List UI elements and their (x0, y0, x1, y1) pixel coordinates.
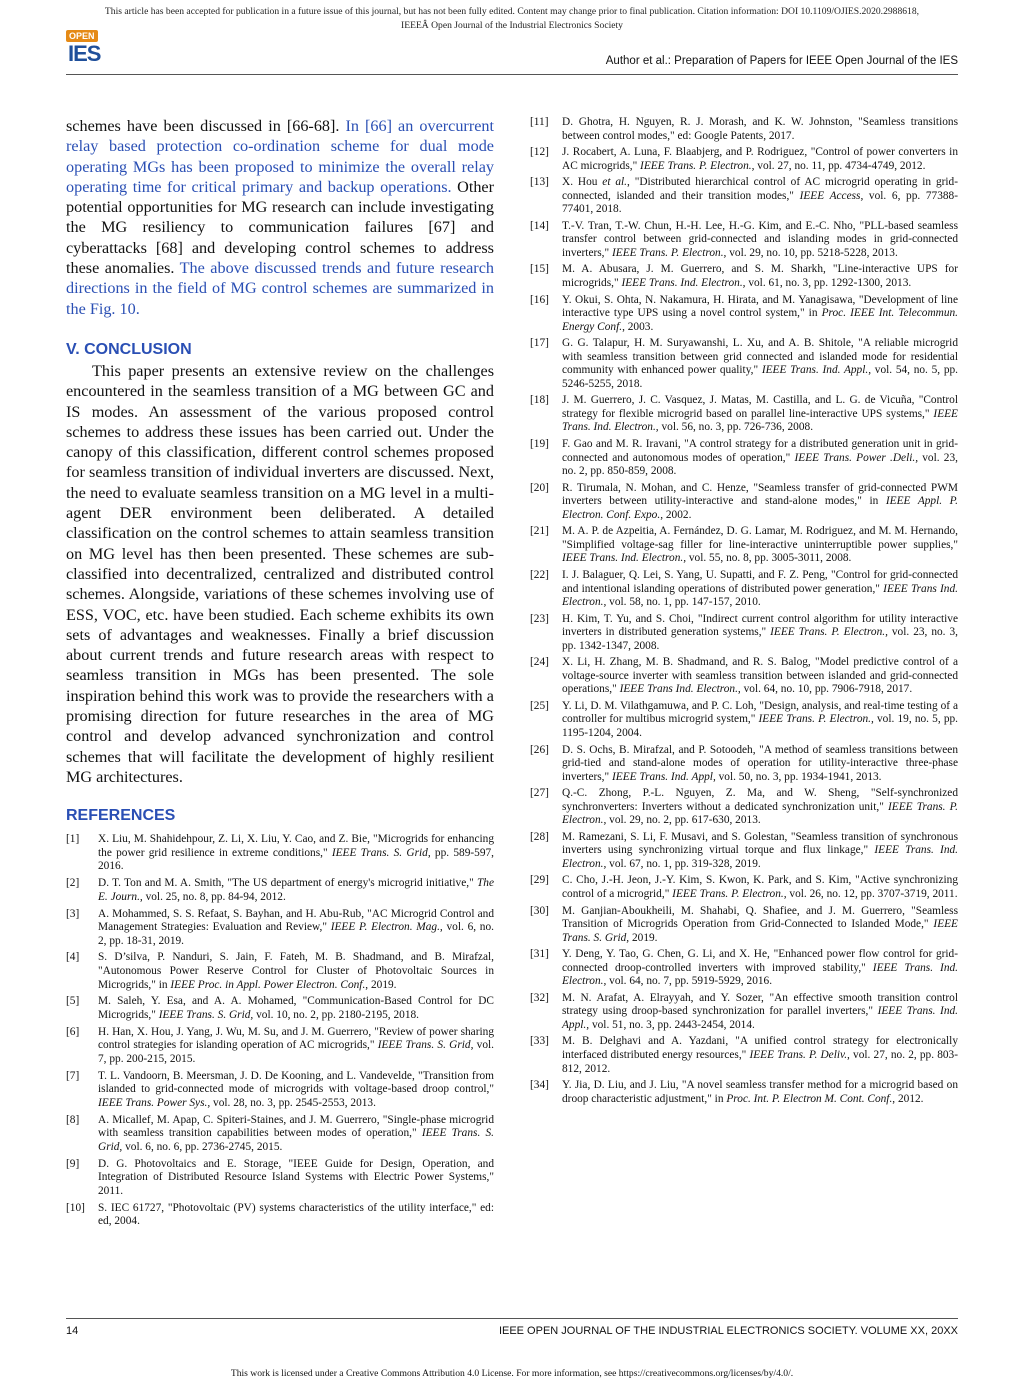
reference-number: [27] (530, 787, 549, 800)
reference-text: vol. 51, no. 3, pp. 2443-2454, 2014. (589, 1018, 755, 1031)
reference-number: [1] (66, 833, 80, 846)
reference-text: M. B. Delghavi and A. Yazdani, "A unified control strategy for electronically interfaced distributed energy resources," (562, 1035, 958, 1061)
reference-text: Y. Li, D. M. Vilathgamuwa, and P. C. Loh, "Design, analysis, and real-time testing of a controller for multibus microgrid system," (562, 699, 958, 726)
reference-venue: IEEE Trans Ind. Electron., (562, 582, 958, 609)
reference-number: [11] (530, 116, 549, 128)
reference-text: Y. Jia, D. Liu, and J. Liu, "A novel seamless transfer method for a microgrid based on droop characteristic adjustment," in (562, 1079, 958, 1105)
reference-number: [6] (66, 1025, 80, 1038)
reference-venue: IEEE Trans. P. Electron., (770, 626, 888, 639)
reference-item (530, 569, 958, 610)
reference-text: X. Li, H. Zhang, M. B. Shadmand, and R. S. Balog, "Model predictive control of a voltage-source inverter with seamless transition between islanded and grid-connected operations," (562, 656, 958, 696)
reference-text: F. Gao and M. R. Iravani, "A control strategy for a distributed generation unit in grid-connected and autonomous modes of operation," (562, 438, 958, 464)
reference-text: , 2012. (892, 1092, 924, 1105)
reference-text: vol. 26, no. 12, pp. 3707-3719, 2011. (786, 887, 958, 900)
text-run: Other potential opportunities for MG research can include investigating the MG resiliency to communication failures [67] and cyberattacks [68] and developing control schemes to address these anomalies. (66, 177, 495, 278)
reference-number: [17] (530, 337, 549, 350)
reference-text: , 2003. (622, 320, 654, 333)
journal-logo (66, 30, 112, 68)
reference-text: vol. 27, no. 2, pp. 803-812, 2012. (562, 1049, 959, 1075)
reference-venue: IEEE Trans. Ind. Electron., (562, 844, 959, 870)
reference-text: X. Liu, M. Shahidehpour, Z. Li, X. Liu, Y. Cao, and Z. Bie, "Microgrids for enhancing the power grid resilience in extreme conditions," (98, 833, 494, 859)
reference-text: vol. 29, no. 10, pp. 5218-5228, 2013. (726, 246, 898, 259)
reference-text: vol. 19, no. 5, pp. 1195-1204, 2004. (562, 713, 959, 739)
reference-number: [4] (66, 951, 80, 964)
reference-text: , 2002. (660, 508, 692, 521)
reference-item (66, 877, 494, 904)
reference-venue: IEEE Access, (799, 189, 864, 202)
reference-item (530, 146, 958, 173)
header-rule (66, 74, 958, 75)
reference-venue: IEEE Trans. S. Grid, (98, 1127, 494, 1153)
reference-text: J. M. Guerrero, J. C. Vasquez, J. Matas, M. Castilla, and L. G. de Vicuña, "Control strategy for flexible microgrid based on parallel line-interactive UPS systems," (562, 394, 958, 420)
reference-text: X. Hou (562, 176, 603, 189)
reference-venue: IEEE Trans. P. Deliv., (749, 1049, 850, 1061)
reference-item (530, 613, 958, 654)
reference-venue: IEEE Trans. Ind. Electron., (621, 277, 746, 290)
reference-venue: et al. (602, 176, 628, 189)
reference-number: [7] (66, 1069, 80, 1082)
reference-number: [30] (530, 904, 549, 917)
reference-item (530, 294, 958, 335)
reference-text: C. Cho, J.-H. Jeon, J.-Y. Kim, S. Kwon, K. Park, and S. Kim, "Active synchronizing control of a microgrid," (562, 874, 958, 900)
reference-venue: IEEE Trans. Ind. Electron., (562, 961, 958, 988)
reference-venue: IEEE Trans Ind. Electron., (619, 683, 741, 696)
reference-text: M. N. Arafat, A. Elrayyah, and Y. Sozer, "An effective smooth transition control strategy using droop-based synchronization for parallel inverters," (562, 991, 958, 1018)
reference-venue: IEEE Trans. S. Grid, (377, 1039, 474, 1052)
logo-ies-text (68, 41, 100, 67)
reference-number: [29] (530, 874, 549, 887)
reference-item (530, 394, 958, 435)
reference-item (530, 831, 958, 872)
license-notice: This work is licensed under a Creative Commons Attribution 4.0 License. For more information, see https://creativecommons.org/licenses/by/4.0/. (230, 1368, 794, 1379)
reference-text: vol. 6, pp. 77388-77401, 2018. (562, 189, 959, 216)
reference-item (530, 337, 958, 391)
reference-venue: Proc. IEEE Int. Telecommun. Energy Conf. (562, 307, 959, 333)
reference-venue: IEEE P. Electron. Mag., (330, 921, 443, 934)
reference-text: , 2019. (365, 978, 397, 991)
reference-venue: IEEE Appl. P. Electron. Conf. Expo. (562, 495, 958, 521)
reference-text: vol. 64, no. 7, pp. 5919-5929, 2016. (606, 975, 773, 988)
left-column (66, 116, 494, 1232)
reference-text: pp. 589-597, 2016. (98, 846, 494, 873)
reference-text: D. Ghotra, H. Nguyen, R. J. Morash, and K. W. Johnston, "Seamless transitions between control modes," ed: Google Patents, 2017. (562, 116, 958, 142)
reference-venue: IEEE Trans. S. Grid, (158, 1008, 254, 1021)
reference-number: [9] (66, 1157, 80, 1170)
reference-venue: IEEE Proc. in Appl. Power Electron. Conf. (170, 978, 366, 991)
reference-venue: IEEE Trans. Ind. Electron., (562, 407, 958, 434)
reference-venue: Proc. Int. P. Electron M. Cont. Conf. (726, 1092, 893, 1105)
reference-item (66, 1070, 494, 1111)
reference-text: A. Mohammed, S. S. Refaat, S. Bayhan, and H. Abu-Rub, "AC Microgrid Control and Management Strategies: Evaluation and Review," (98, 907, 494, 934)
reference-text: vol. 56, no. 3, pp. 726-736, 2008. (658, 421, 814, 434)
reference-venue: IEEE Trans. S. Grid, (331, 846, 431, 859)
reference-item (530, 744, 958, 785)
reference-number: [3] (66, 907, 80, 920)
reference-number: [15] (530, 263, 549, 276)
reference-item (66, 951, 494, 992)
reference-item (530, 438, 958, 479)
reference-number: [20] (530, 481, 549, 494)
reference-number: [26] (530, 743, 549, 756)
reference-text: A. Micallef, M. Apap, C. Spiteri-Staines, and J. M. Guerrero, "Single-phase microgrid with seamless transition capabilities between modes of operation," (98, 1113, 494, 1140)
reference-list-left (66, 833, 494, 1228)
reference-venue: IEEE Trans. Ind. Appl., (562, 1005, 959, 1031)
reference-venue: IEEE Trans. P. Electron., (562, 800, 958, 827)
reference-text: S. D’silva, P. Nanduri, S. Jain, F. Fateh, M. B. Shadmand, and B. Mirafzal, "Autonomous Power Reserve Control for Cluster of Photovoltaic Sources in Microgrids," in (98, 951, 494, 991)
reference-text: H. Kim, T. Yu, and S. Choi, "Indirect current control algorithm for utility interactive inverters in distributed generation systems," (562, 612, 958, 639)
reference-venue: IEEE Trans. P. Electron., (612, 246, 727, 259)
reference-item (530, 220, 958, 261)
conclusion-paragraph: This paper presents an extensive review on the challenges encountered in the seamless transition of a MG between GC and IS modes. An assessment of the various proposed control schemes to address these issues has been carried out. Under the canopy of this classification, different control schemes proposed for seamless transition of individual inverters are discussed. Next, the need to evaluate seamless transition on a MG level in a multi-agent DER environment been deliberated. A detailed classification on the control schemes to attain seamless transition on MG level has then been presented. These schemes are sub-classified into decentralized, centralized and distributed control schemes. Alongside, variations of these schemes involving use of ESS, VOC, etc. have been studied. Each scheme exhibits its own sets of advantages and weaknesses. Finally a brief discussion about current trends and future research areas with respect to seamless transition in MGs has been presented. The sole inspiration behind this work was to provide the researchers with a promising direction for future researches in the area of MG control and develop advanced synchronization and control schemes that will facilitate the development of highly resilient MG architectures. (66, 361, 494, 786)
reference-item (530, 992, 958, 1033)
reference-number: [28] (530, 830, 549, 843)
reference-number: [16] (530, 293, 549, 306)
reference-item (66, 833, 494, 874)
reference-text: Y. Deng, Y. Tao, G. Chen, G. Li, and X. He, "Enhanced power flow control for grid-connected droop-controlled inverters with improved stability," (562, 948, 958, 974)
reference-item (530, 482, 958, 523)
reference-text: vol. 23, no. 2, pp. 850-859, 2008. (562, 451, 958, 478)
conclusion-heading: V. CONCLUSION (66, 340, 192, 358)
reference-text: vol. 23, no. 3, pp. 1342-1347, 2008. (562, 626, 958, 652)
reference-item (530, 787, 958, 828)
reference-text: T. L. Vandoorn, B. Meersman, J. D. De Kooning, and L. Vandevelde, "Transition from islanded to grid-connected mode of microgrids with voltage-based droop control," (98, 1069, 494, 1096)
reference-text: M. Saleh, Y. Esa, and A. A. Mohamed, "Communication-Based Control for DC Microgrids," (98, 995, 494, 1021)
publication-banner-line1: This article has been accepted for publication in a future issue of this journal, but has not been fully edited. Content may change prior to final publication. Citation information: DOI 10.1109/OJIES.2020.2988618, (104, 6, 920, 17)
reference-text: M. A. Abusara, J. M. Guerrero, and S. M. Sharkh, "Line-interactive UPS for microgrids," (562, 263, 958, 290)
footer-rule (66, 1318, 958, 1319)
reference-text: M. Ramezani, S. Li, F. Musavi, and S. Golestan, "Seamless transition of synchronous inverters using synchronizing virtual torque and flux linkage," (562, 830, 958, 857)
reference-venue: IEEE Trans. P. Electron., (672, 887, 787, 900)
text-run: schemes have been discussed in [66-68]. (66, 117, 346, 135)
references-heading: REFERENCES (66, 807, 176, 825)
reference-text: Q.-C. Zhong, P.-L. Nguyen, Z. Ma, and W. Sheng, "Self-synchronized synchronverters: Inverters without a dedicated synchronization unit," (562, 787, 958, 813)
reference-number: [23] (530, 612, 549, 625)
reference-text: , "Distributed hierarchical control of AC microgrid operating in grid-connected, islanded and their transition modes," (562, 176, 958, 202)
reference-number: [19] (530, 438, 549, 451)
reference-text: vol. 58, no. 1, pp. 147-157, 2010. (606, 596, 761, 609)
logo-ies-letters: IES (68, 41, 101, 66)
body-paragraph-future-research (66, 116, 494, 319)
reference-number: [8] (66, 1113, 80, 1126)
reference-text: vol. 6, no. 2, pp. 18-31, 2019. (98, 921, 494, 947)
reference-text: vol. 67, no. 1, pp. 319-328, 2019. (606, 857, 761, 870)
reference-item (530, 263, 958, 290)
running-header: Author et al.: Preparation of Papers for IEEE Open Journal of the IES (605, 55, 958, 67)
reference-number: [2] (66, 877, 80, 890)
reference-item (530, 1035, 958, 1076)
reference-list-right (530, 116, 958, 1106)
reference-text: J. Rocabert, A. Luna, F. Blaabjerg, and P. Rodriguez, "Control of power converters in AC microgrids," (562, 146, 958, 172)
publication-banner-line2: IEEEÂ Open Journal of the Industrial Electronics Society (401, 20, 623, 31)
reference-item (66, 1202, 494, 1229)
reference-text: I. J. Balaguer, Q. Lei, S. Yang, U. Supatti, and F. Z. Peng, "Control for grid-connected and intentional islanding operations of distributed power generation," (562, 568, 958, 595)
reference-text: vol. 28, no. 3, pp. 2545-2553, 2013. (210, 1096, 376, 1109)
reference-venue: IEEE Trans. Ind. Electron., (562, 552, 687, 565)
reference-text: M. Ganjian-Aboukheili, M. Shahabi, Q. Shafiee, and J. M. Guerrero, "Seamless Transition of Microgrids Operation from Grid-Connected to Islanded Mode," (562, 904, 958, 931)
reference-item (530, 874, 958, 901)
highlighted-text-run: In [66] an overcurrent relay based protection co-ordination scheme for dual mode operating MGs has been proposed to minimize the overall relay operating time for critical primary and backup operations. (66, 117, 494, 196)
reference-item (530, 905, 958, 946)
reference-text: D. S. Ochs, B. Mirafzal, and P. Sotoodeh, "A method of seamless transitions between grid-tied and stand-alone modes of operation for utility-interactive three-phase inverters," (562, 743, 958, 783)
reference-number: [18] (530, 394, 549, 407)
reference-text: vol. 55, no. 8, pp. 3005-3011, 2008. (686, 552, 852, 565)
highlighted-text-run: The above discussed trends and future research directions in the field of MG control schemes are summarized in the Fig. 10. (66, 259, 494, 318)
reference-text: vol. 27, no. 11, pp. 4734-4749, 2012. (754, 159, 926, 172)
reference-venue: IEEE Trans. P. Electron., (640, 159, 755, 172)
reference-text: vol. 6, no. 6, pp. 2736-2745, 2015. (122, 1140, 283, 1153)
reference-item (530, 700, 958, 741)
reference-item (530, 116, 958, 143)
reference-number: [12] (530, 146, 549, 159)
reference-text: vol. 10, no. 2, pp. 2180-2195, 2018. (253, 1008, 420, 1021)
right-column (530, 116, 958, 1109)
reference-text: vol. 64, no. 10, pp. 7906-7918, 2017. (740, 683, 913, 696)
reference-number: [5] (66, 995, 80, 1008)
reference-item (530, 525, 958, 566)
logo-open-text: OPEN (66, 30, 98, 42)
reference-number: [33] (530, 1035, 549, 1048)
reference-item (530, 176, 958, 217)
reference-text: vol. 25, no. 8, pp. 84-94, 2012. (142, 890, 286, 903)
reference-number: [21] (530, 525, 549, 538)
reference-item (66, 1158, 494, 1199)
reference-text: H. Han, X. Hou, J. Yang, J. Wu, M. Su, and J. M. Guerrero, "Review of power sharing control strategies for islanding operation of AC microgrids," (98, 1025, 494, 1052)
reference-text: vol. 54, no. 5, pp. 5246-5255, 2018. (562, 364, 958, 390)
reference-text: vol. 29, no. 2, pp. 617-630, 2013. (606, 814, 761, 827)
reference-text: D. G. Photovoltaics and E. Storage, "IEEE Guide for Design, Operation, and Integration of Distributed Resource Island Systems with Electric Power Systems," 2011. (98, 1157, 494, 1197)
reference-number: [13] (530, 176, 549, 189)
reference-text: D. T. Ton and M. A. Smith, "The US department of energy's microgrid initiative," (98, 877, 477, 890)
reference-venue: IEEE Trans. Ind. Appl, (612, 770, 716, 783)
reference-text: Y. Okui, S. Ohta, N. Nakamura, H. Hirata, and M. Yanagisawa, "Development of line interactive type UPS using a novel control system," in (562, 293, 958, 320)
reference-text: G. G. Talapur, H. M. Suryawanshi, L. Xu, and A. B. Shitole, "A reliable microgrid with seamless transition between grid connected and islanded mode for residential community with enhanced power quality," (562, 337, 958, 377)
page-number: 14 (66, 1325, 79, 1337)
reference-number: [32] (530, 991, 549, 1004)
reference-number: [25] (530, 699, 549, 712)
reference-venue: IEEE Trans. Power Sys., (98, 1096, 211, 1109)
reference-item (530, 1079, 958, 1106)
reference-text: vol. 50, no. 3, pp. 1934-1941, 2013. (715, 770, 882, 783)
reference-venue: IEEE Trans. Ind. Appl., (761, 364, 872, 377)
reference-venue: IEEE Trans. P. Electron., (758, 713, 874, 726)
reference-venue: The E. Journ., (98, 877, 494, 903)
reference-text: M. A. P. de Azpeitia, A. Fernández, D. G. Lamar, M. Rodriguez, and M. M. Hernando, "Simplified voltage-sag filler for line-interactive uninterruptible power supplies," (562, 525, 958, 551)
reference-item (66, 908, 494, 949)
reference-text: vol. 61, no. 3, pp. 1292-1300, 2013. (745, 277, 912, 290)
reference-item (66, 995, 494, 1022)
reference-number: [10] (66, 1201, 85, 1214)
reference-item (530, 656, 958, 697)
reference-text: 2019. (629, 931, 658, 944)
reference-item (66, 1114, 494, 1155)
reference-item (530, 948, 958, 989)
reference-number: [22] (530, 568, 549, 581)
reference-text: S. IEC 61727, "Photovoltaic (PV) systems characteristics of the utility interface," ed: ed, 2004. (98, 1201, 494, 1228)
reference-number: [34] (530, 1079, 549, 1092)
reference-item (66, 1026, 494, 1067)
reference-venue: IEEE Trans. S. Grid, (562, 918, 958, 944)
reference-number: [24] (530, 656, 549, 669)
reference-number: [14] (530, 219, 549, 232)
reference-number: [31] (530, 948, 549, 961)
reference-text: vol. 7, pp. 200-215, 2015. (98, 1039, 494, 1065)
reference-text: R. Tirumala, N. Mohan, and C. Henze, "Seamless transfer of grid-connected PWM inverters between utility-interactive and stand-alone modes," in (562, 481, 958, 508)
reference-venue: IEEE Trans. Power .Deli., (794, 451, 919, 464)
footer-journal-name: IEEE OPEN JOURNAL OF THE INDUSTRIAL ELECTRONICS SOCIETY. VOLUME XX, 20XX (498, 1325, 958, 1337)
reference-text: T.-V. Tran, T.-W. Chun, H.-H. Lee, H.-G. Kim, and E.-C. Nho, "PLL-based seamless transfer control between grid-connected and islanding modes in grid-connected inverters," (562, 219, 958, 259)
